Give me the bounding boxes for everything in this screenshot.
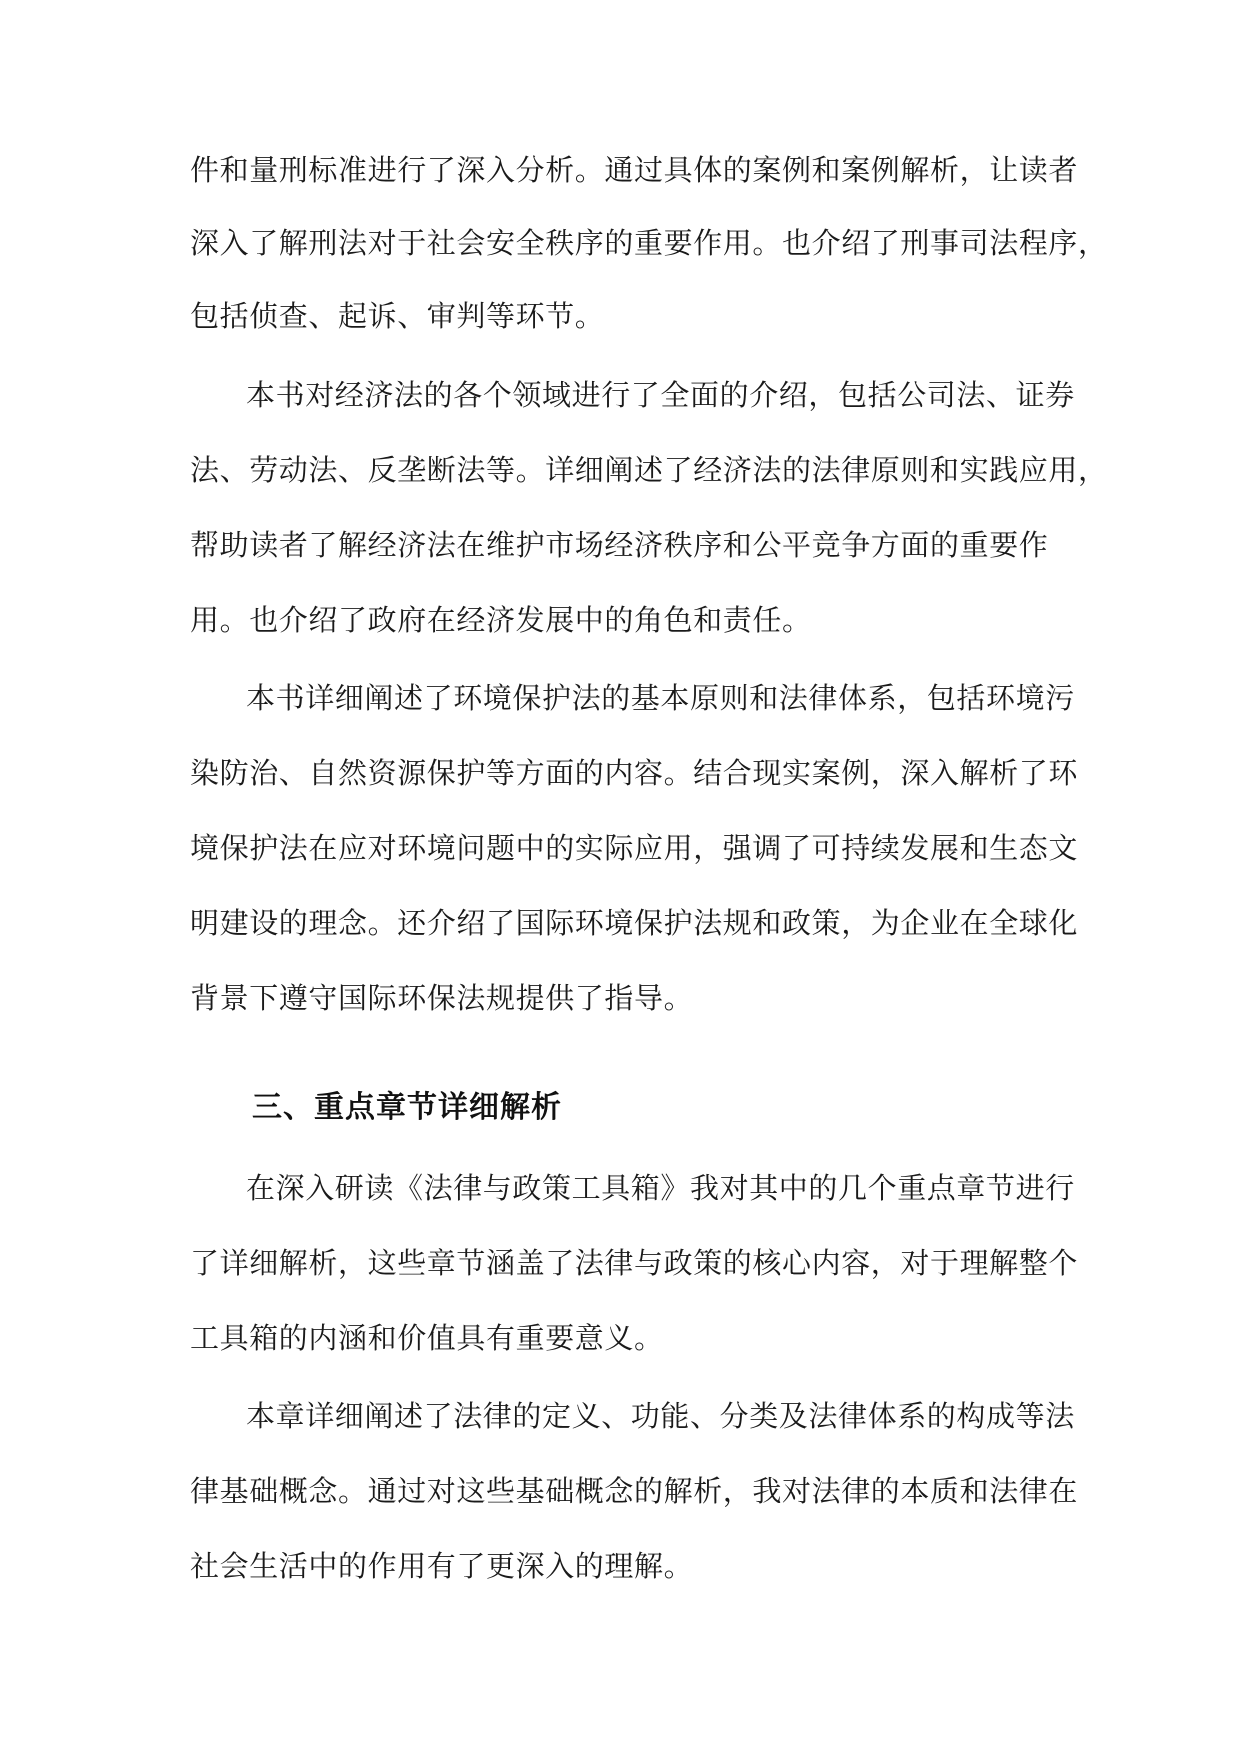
section-paragraph-1-line-1: 在深入研读《法律与政策工具箱》我对其中的几个重点章节进行 bbox=[246, 1171, 1075, 1205]
paragraph-3-line-4: 明建设的理念。还介绍了国际环境保护法规和政策，为企业在全球化 bbox=[190, 906, 1079, 940]
paragraph-2-line-3: 帮助读者了解经济法在维护市场经济秩序和公平竞争方面的重要作 bbox=[190, 528, 1049, 562]
paragraph-2-line-2: 法、劳动法、反垄断法等。详细阐述了经济法的法律原则和实践应用， bbox=[190, 453, 1108, 487]
paragraph-3-line-5: 背景下遵守国际环保法规提供了指导。 bbox=[190, 981, 694, 1015]
paragraph-1-line-2: 深入了解刑法对于社会安全秩序的重要作用。也介绍了刑事司法程序， bbox=[190, 226, 1108, 260]
paragraph-3-line-1: 本书详细阐述了环境保护法的基本原则和法律体系，包括环境污 bbox=[246, 681, 1075, 715]
section-paragraph-2-line-2: 律基础概念。通过对这些基础概念的解析，我对法律的本质和法律在 bbox=[190, 1474, 1079, 1508]
paragraph-1-line-3: 包括侦查、起诉、审判等环节。 bbox=[190, 299, 605, 333]
paragraph-2-line-1: 本书对经济法的各个领域进行了全面的介绍，包括公司法、证券 bbox=[246, 378, 1075, 412]
section-paragraph-2-line-1: 本章详细阐述了法律的定义、功能、分类及法律体系的构成等法 bbox=[246, 1399, 1075, 1433]
paragraph-1-line-1: 件和量刑标准进行了深入分析。通过具体的案例和案例解析，让读者 bbox=[190, 153, 1079, 187]
paragraph-3-line-2: 染防治、自然资源保护等方面的内容。结合现实案例，深入解析了环 bbox=[190, 756, 1079, 790]
section-paragraph-2-line-3: 社会生活中的作用有了更深入的理解。 bbox=[190, 1549, 694, 1583]
section-paragraph-1-line-3: 工具箱的内涵和价值具有重要意义。 bbox=[190, 1321, 664, 1355]
section-heading: 三、重点章节详细解析 bbox=[252, 1090, 562, 1125]
section-paragraph-1-line-2: 了详细解析，这些章节涵盖了法律与政策的核心内容，对于理解整个 bbox=[190, 1246, 1079, 1280]
paragraph-3-line-3: 境保护法在应对环境问题中的实际应用，强调了可持续发展和生态文 bbox=[190, 831, 1079, 865]
paragraph-2-line-4: 用。也介绍了政府在经济发展中的角色和责任。 bbox=[190, 603, 812, 637]
